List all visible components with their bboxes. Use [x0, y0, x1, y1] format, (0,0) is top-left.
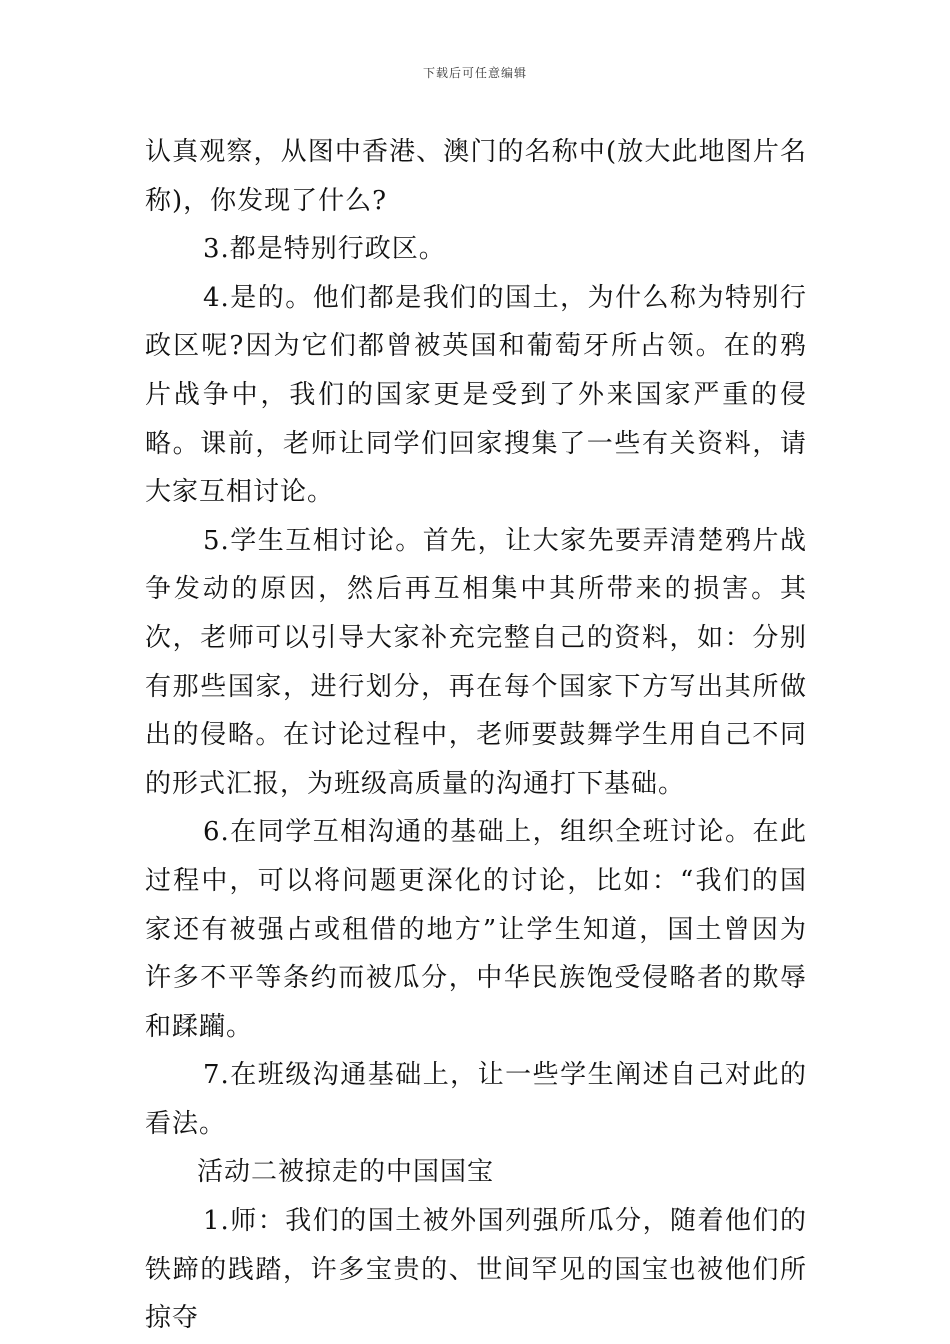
paragraph-3: 4.是的。他们都是我们的国土，为什么称为特别行政区呢?因为它们都曾被英国和葡萄牙所占领。在的鸦片战争中，我们的国家更是受到了外来国家严重的侵略。课前，老师让同学们回家搜集了一些有关资料，请大家互相讨论。 [145, 282, 807, 508]
paragraph-4: 5.学生互相讨论。首先，让大家先要弄清楚鸦片战争发动的原因，然后再互相集中其所带来的损害。其次，老师可以引导大家补充完整自己的资料，如：分别有那些国家，进行划分，再在每个国家下方写出其所做出的侵略。在讨论过程中，老师要鼓舞学生用自己不同的形式汇报，为班级高质量的沟通打下基础。 [145, 525, 807, 799]
paragraph-6: 7.在班级沟通基础上，让一些学生阐述自己对此的看法。 [145, 1060, 807, 1139]
document-body [145, 128, 807, 1343]
paragraph-1: 认真观察，从图中香港、澳门的名称中(放大此地图片名称)，你发现了什么? [145, 137, 807, 216]
paragraph-2: 3.都是特别行政区。 [203, 234, 446, 265]
page-header: 下载后可任意编辑 [422, 66, 527, 80]
paragraph-7: 1.师：我们的国土被外国列强所瓜分，随着他们的铁蹄的践踏，许多宝贵的、世间罕见的国宝也被他们所掠夺 [145, 1206, 807, 1334]
section-heading-activity-2: 活动二被掠走的中国国宝 [197, 1157, 495, 1188]
paragraph-5: 6.在同学互相沟通的基础上，组织全班讨论。在此过程中，可以将问题更深化的讨论，比如：“我们的国家还有被强占或租借的地方”让学生知道，国土曾因为许多不平等条约而被瓜分，中华民族饱受侵略者的欺辱和蹂躏。 [145, 817, 807, 1042]
